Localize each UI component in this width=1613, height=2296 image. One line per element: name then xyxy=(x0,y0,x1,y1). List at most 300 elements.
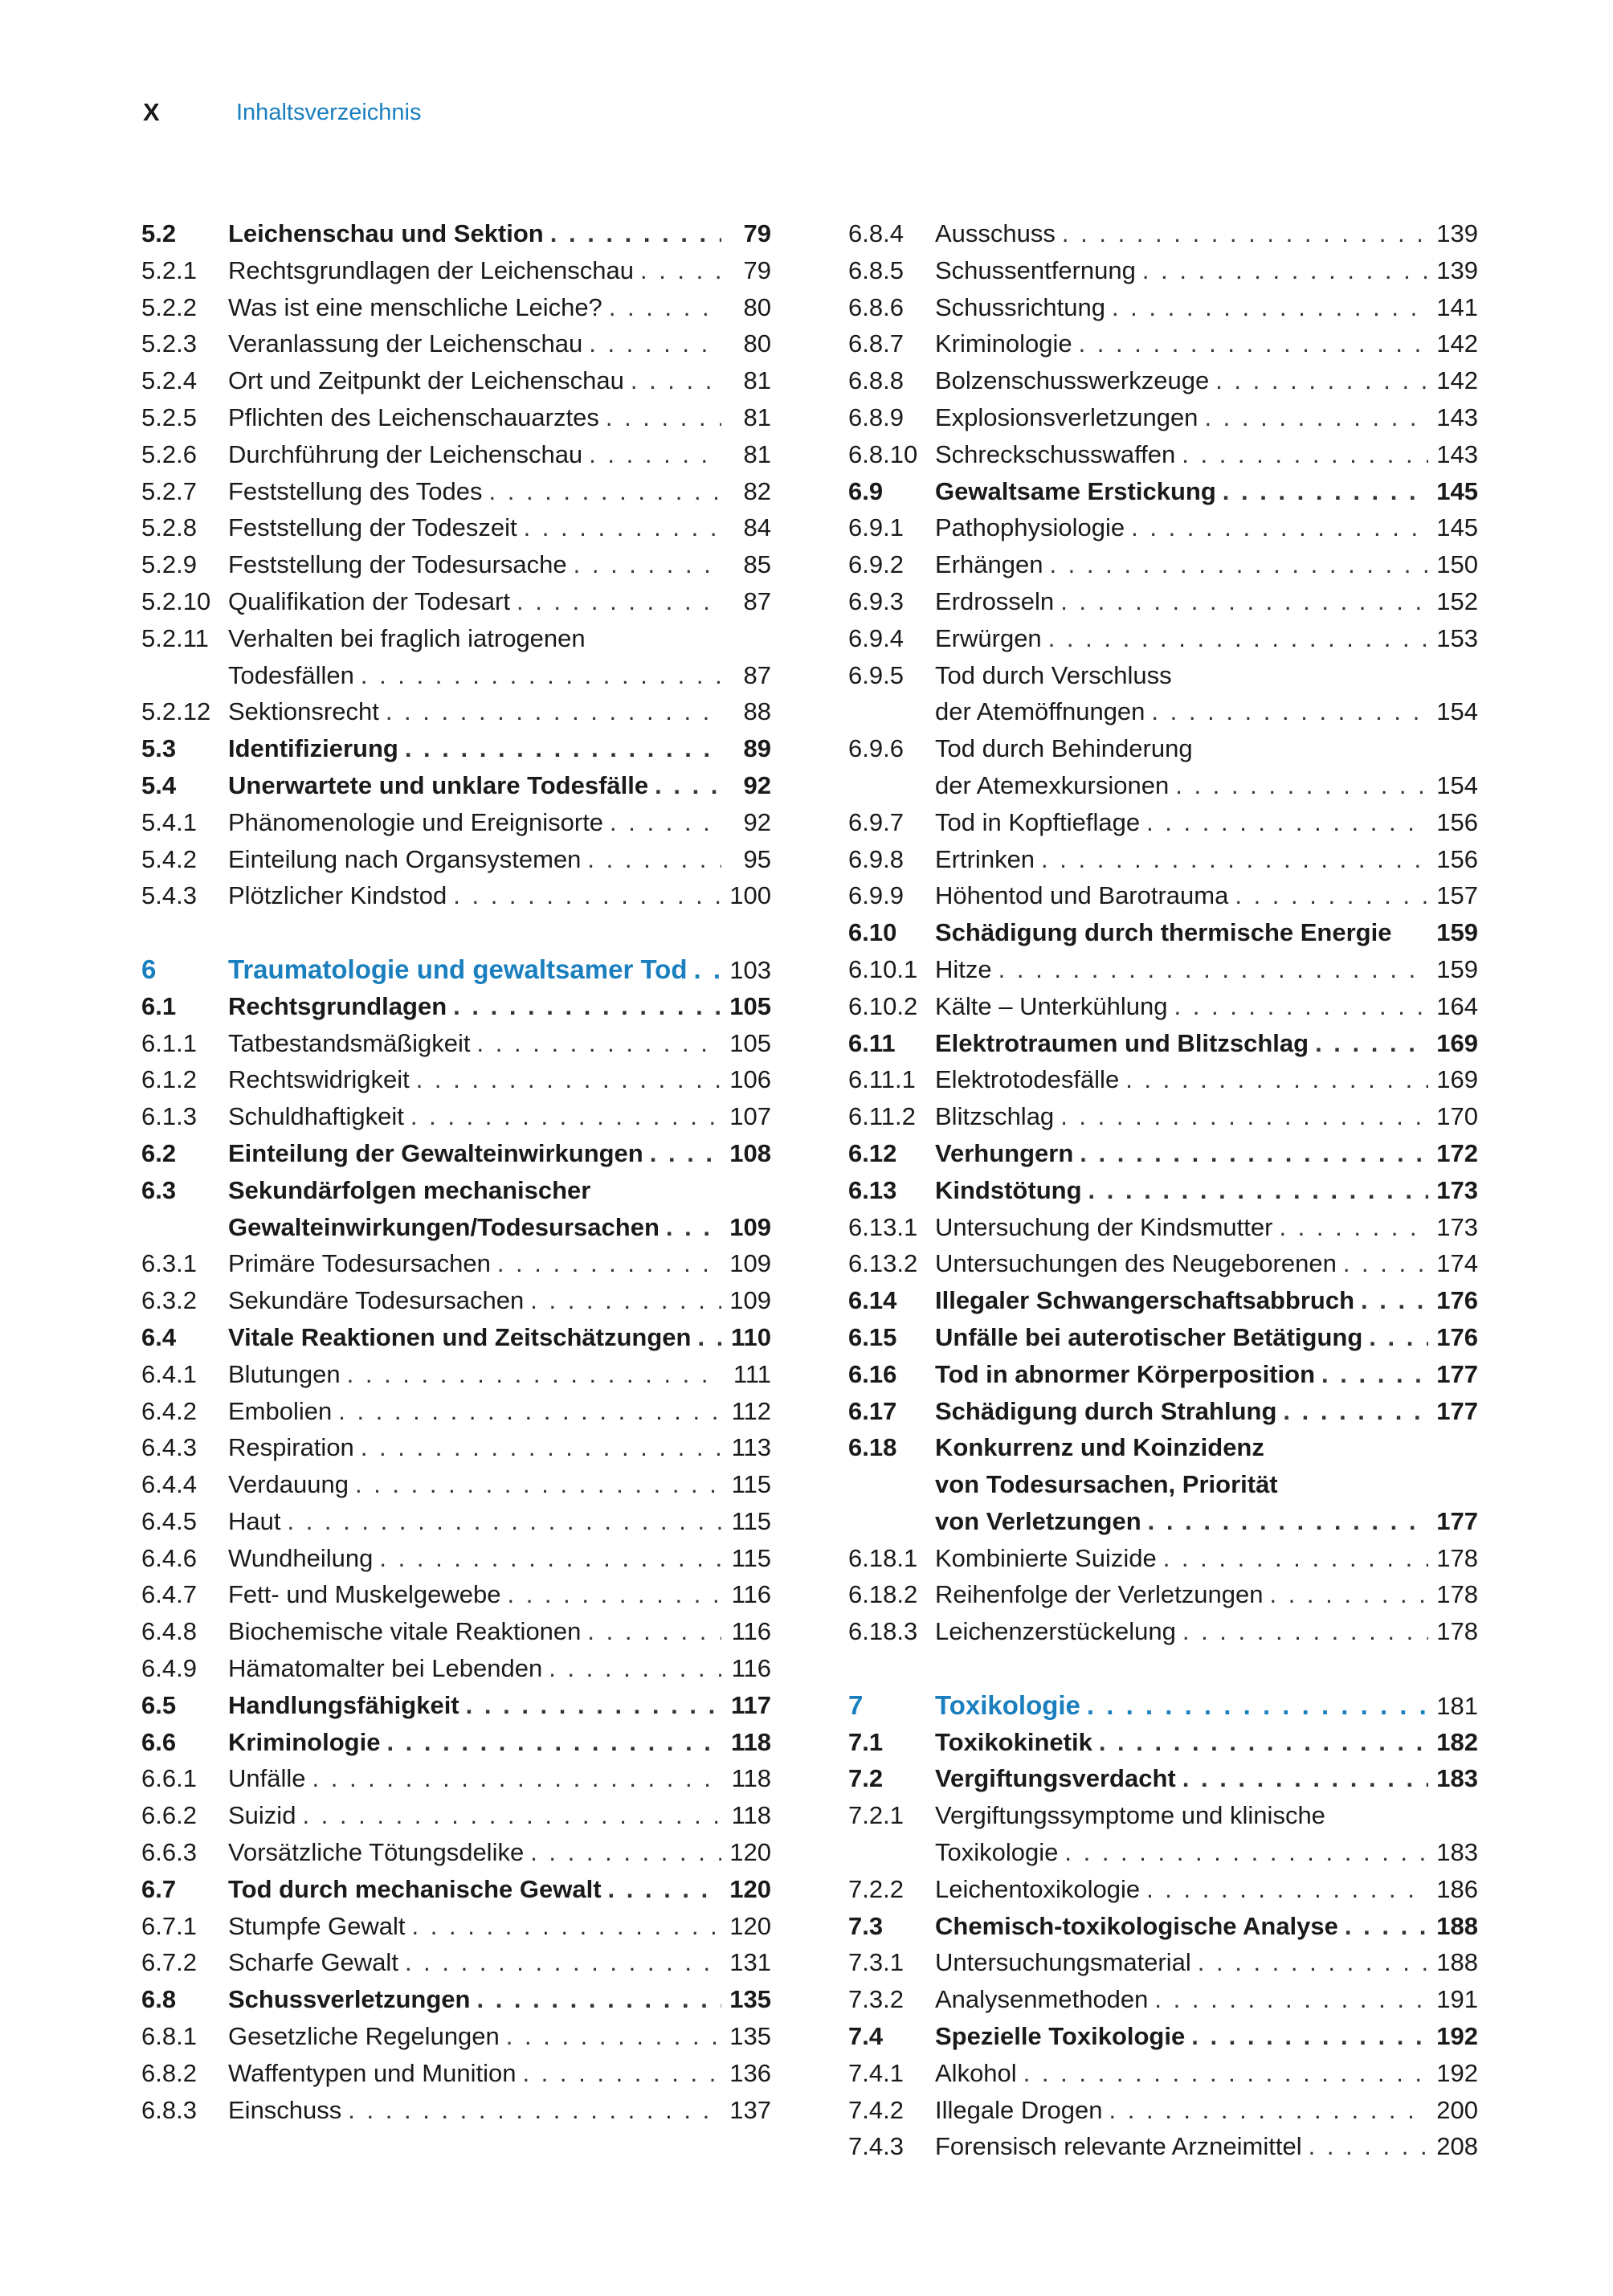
entry-page: 188 xyxy=(1436,1911,1478,1940)
toc-chapter-entry xyxy=(141,951,771,988)
entry-title: Qualifikation der Todesart xyxy=(228,586,510,615)
entry-page: 81 xyxy=(743,439,771,468)
entry-title: Verhalten bei fraglich iatrogenen xyxy=(228,623,586,652)
entry-title: Rechtsgrundlagen xyxy=(228,991,447,1020)
entry-page: 136 xyxy=(729,2058,771,2087)
toc-entry xyxy=(141,1061,771,1098)
toc-entry xyxy=(141,1098,771,1135)
entry-page: 92 xyxy=(743,807,771,836)
leader-dots xyxy=(361,1429,721,1466)
entry-title: Vorsätzliche Tötungsdelike xyxy=(228,1838,525,1867)
entry-number: 7.3 xyxy=(848,1911,884,1940)
entry-number: 5.2.12 xyxy=(141,697,211,726)
leader-dots xyxy=(416,1061,721,1098)
leader-dots xyxy=(609,289,721,326)
entry-number: 6.8.7 xyxy=(848,329,904,358)
entry-number: 6.13.2 xyxy=(848,1249,918,1278)
toc-entry xyxy=(848,914,1478,951)
leader-dots xyxy=(338,1393,721,1430)
entry-number: 6.8 xyxy=(141,1985,177,2014)
toc-entry xyxy=(141,1871,771,1908)
toc-entry xyxy=(848,1282,1478,1319)
entry-page: 109 xyxy=(729,1249,771,1278)
leader-dots xyxy=(666,1209,721,1246)
toc-entry xyxy=(848,252,1478,289)
entry-title: Chemisch-toxikologische Analyse xyxy=(935,1911,1338,1940)
leader-dots xyxy=(1191,2018,1428,2055)
entry-number: 7.3.2 xyxy=(848,1985,904,2014)
leader-dots xyxy=(1023,2055,1428,2092)
toc-entry xyxy=(848,1025,1478,1062)
toc-entry xyxy=(141,399,771,436)
entry-title: Konkurrenz und Koinzidenz xyxy=(935,1433,1264,1462)
entry-page: 173 xyxy=(1436,1175,1478,1204)
entry-page: 208 xyxy=(1436,2132,1478,2161)
entry-page: 89 xyxy=(743,734,771,763)
entry-title: Wundheilung xyxy=(228,1543,374,1572)
entry-number: 6.4.1 xyxy=(141,1359,197,1388)
leader-dots xyxy=(1361,1282,1428,1319)
leader-dots xyxy=(1182,436,1428,473)
leader-dots xyxy=(1060,583,1428,620)
toc-entry xyxy=(848,1172,1478,1209)
leader-dots xyxy=(1345,1908,1428,1945)
entry-page: 105 xyxy=(729,1028,771,1057)
entry-page: 85 xyxy=(743,550,771,579)
entry-number: 6.8.4 xyxy=(848,219,904,247)
toc-entry xyxy=(848,1871,1478,1908)
entry-page: 172 xyxy=(1436,1138,1478,1167)
leader-dots xyxy=(530,1282,721,1319)
leader-dots xyxy=(412,1908,721,1945)
entry-number: 6.9.9 xyxy=(848,881,904,910)
entry-number: 6.4.5 xyxy=(141,1506,197,1535)
entry-number: 6.2 xyxy=(141,1138,177,1167)
entry-page: 164 xyxy=(1436,991,1478,1020)
toc-entry xyxy=(141,1503,771,1540)
entry-number: 6.9.6 xyxy=(848,734,904,763)
entry-page: 105 xyxy=(729,991,771,1020)
leader-dots xyxy=(1080,1135,1428,1172)
leader-dots xyxy=(587,1613,721,1650)
entry-title: Phänomenologie und Ereignisorte xyxy=(228,807,604,836)
toc-entry xyxy=(141,1576,771,1613)
entry-title: Leichenschau und Sektion xyxy=(228,219,544,247)
leader-dots xyxy=(466,1687,721,1724)
toc-entry xyxy=(141,1319,771,1356)
leader-dots xyxy=(1215,362,1428,399)
entry-page: 192 xyxy=(1436,2022,1478,2051)
toc-entry xyxy=(141,657,771,694)
entry-page: 183 xyxy=(1436,1764,1478,1793)
leader-dots xyxy=(1079,325,1428,362)
leader-dots xyxy=(1182,1613,1428,1650)
entry-title: Analysenmethoden xyxy=(935,1985,1149,2014)
entry-title: Elektrotraumen und Blitzschlag xyxy=(935,1028,1309,1057)
entry-number: 6.9.4 xyxy=(848,623,904,652)
running-title: Inhaltsverzeichnis xyxy=(236,99,422,125)
entry-page: 116 xyxy=(731,1580,771,1609)
entry-number: 7.2 xyxy=(848,1764,884,1793)
toc-entry xyxy=(848,325,1478,362)
entry-page: 111 xyxy=(733,1359,771,1388)
entry-number: 6.4.6 xyxy=(141,1543,197,1572)
entry-title: Verhungern xyxy=(935,1138,1074,1167)
leader-dots xyxy=(606,399,721,436)
entry-number: 6.18.2 xyxy=(848,1580,918,1609)
toc-entry xyxy=(141,877,771,914)
toc-entry xyxy=(141,767,771,804)
leader-dots xyxy=(1283,1393,1428,1430)
entry-number: 6.4.4 xyxy=(141,1470,197,1499)
entry-page: 141 xyxy=(1436,292,1478,321)
entry-title: der Atemöffnungen xyxy=(935,697,1145,726)
leader-dots xyxy=(1198,1944,1428,1981)
entry-page: 81 xyxy=(743,402,771,431)
entry-number: 6.5 xyxy=(141,1690,177,1719)
entry-title: Untersuchungen des Neugeborenen xyxy=(935,1249,1337,1278)
entry-page: 110 xyxy=(730,1322,771,1351)
entry-page: 159 xyxy=(1436,918,1478,947)
entry-number: 6.6.1 xyxy=(141,1764,197,1793)
entry-title: Blitzschlag xyxy=(935,1102,1055,1131)
entry-page: 80 xyxy=(743,329,771,358)
toc-entry xyxy=(141,1724,771,1761)
entry-page: 103 xyxy=(729,955,771,984)
entry-number: 7.4.1 xyxy=(848,2058,904,2087)
entry-title: Schädigung durch thermische Energie xyxy=(935,918,1392,947)
entry-page: 87 xyxy=(743,586,771,615)
entry-number: 6.12 xyxy=(848,1138,897,1167)
leader-dots xyxy=(1041,841,1428,878)
entry-number: 6.8.1 xyxy=(141,2022,197,2051)
entry-number: 6.4.7 xyxy=(141,1580,197,1609)
leader-dots xyxy=(1154,1981,1428,2018)
entry-number: 6.7 xyxy=(141,1874,177,1903)
entry-number: 6.9.8 xyxy=(848,844,904,873)
entry-title: Schussverletzungen xyxy=(228,1985,471,2014)
leader-dots xyxy=(693,951,721,988)
leader-dots xyxy=(410,1098,721,1135)
toc-entry xyxy=(141,289,771,326)
entry-number: 5.2.3 xyxy=(141,329,197,358)
entry-title: Pathophysiologie xyxy=(935,513,1125,542)
entry-page: 84 xyxy=(743,513,771,542)
entry-title: Biochemische vitale Reaktionen xyxy=(228,1617,582,1646)
leader-dots xyxy=(998,951,1428,988)
toc-entry xyxy=(848,1760,1478,1797)
entry-page: 81 xyxy=(743,366,771,395)
entry-title: Schussentfernung xyxy=(935,255,1136,284)
toc-entry xyxy=(848,1797,1478,1834)
entry-number: 5.2.5 xyxy=(141,402,197,431)
entry-page: 115 xyxy=(731,1506,771,1535)
toc-entry xyxy=(141,1613,771,1650)
leader-dots xyxy=(589,436,721,473)
entry-title: Tod durch mechanische Gewalt xyxy=(228,1874,602,1903)
leader-dots xyxy=(549,1650,721,1687)
toc-entry xyxy=(141,841,771,878)
entry-number: 6.16 xyxy=(848,1359,897,1388)
entry-page: 177 xyxy=(1436,1506,1478,1535)
toc-entry xyxy=(848,804,1478,841)
toc-entry xyxy=(141,1429,771,1466)
toc-entry xyxy=(848,215,1478,252)
toc-entry xyxy=(141,988,771,1025)
entry-title: Respiration xyxy=(228,1433,354,1462)
leader-dots xyxy=(610,804,721,841)
toc-entry xyxy=(141,1209,771,1246)
toc-entry xyxy=(848,767,1478,804)
leader-dots xyxy=(631,362,721,399)
page-header xyxy=(143,93,422,132)
entry-number: 6.7.2 xyxy=(141,1948,197,1977)
page-number: X xyxy=(143,98,160,126)
entry-page: 95 xyxy=(743,844,771,873)
leader-dots xyxy=(405,730,721,767)
leader-dots xyxy=(405,1944,721,1981)
toc-entry xyxy=(141,215,771,252)
toc-entry xyxy=(848,1356,1478,1393)
entry-title: Scharfe Gewalt xyxy=(228,1948,398,1977)
entry-title: Veranlassung der Leichenschau xyxy=(228,329,583,358)
entry-page: 154 xyxy=(1436,770,1478,799)
entry-page: 156 xyxy=(1436,844,1478,873)
entry-number: 5.4.2 xyxy=(141,844,197,873)
toc-entry xyxy=(141,473,771,510)
entry-title: Forensisch relevante Arzneimittel xyxy=(935,2132,1302,2161)
entry-title: Einteilung nach Organsystemen xyxy=(228,844,582,873)
entry-number: 5.2.9 xyxy=(141,550,197,579)
leader-dots xyxy=(524,509,721,546)
entry-page: 137 xyxy=(729,2095,771,2124)
leader-dots xyxy=(379,1540,721,1577)
leader-dots xyxy=(1109,2092,1428,2129)
leader-dots xyxy=(1163,1540,1428,1577)
entry-page: 169 xyxy=(1436,1065,1478,1094)
toc-entry xyxy=(141,1687,771,1724)
toc-entry xyxy=(848,1135,1478,1172)
entry-page: 106 xyxy=(729,1065,771,1094)
entry-number: 6.8.3 xyxy=(141,2095,197,2124)
entry-title: Unfälle xyxy=(228,1764,306,1793)
entry-number: 7.4.3 xyxy=(848,2132,904,2161)
leader-dots xyxy=(517,583,721,620)
entry-title: Gewalteinwirkungen/Todesursachen xyxy=(228,1212,659,1241)
entry-title: Tatbestandsmäßigkeit xyxy=(228,1028,471,1057)
entry-number: 6 xyxy=(141,954,157,984)
entry-title: Explosionsverletzungen xyxy=(935,402,1199,431)
entry-number: 6.8.2 xyxy=(141,2058,197,2087)
entry-title: Elektrotodesfälle xyxy=(935,1065,1120,1094)
entry-page: 143 xyxy=(1436,402,1478,431)
entry-number: 6.4 xyxy=(141,1322,177,1351)
leader-dots xyxy=(1182,1760,1428,1797)
toc-entry xyxy=(848,473,1478,510)
entry-number: 6.14 xyxy=(848,1286,897,1315)
entry-number: 7.4.2 xyxy=(848,2095,904,2124)
leader-dots xyxy=(1321,1356,1428,1393)
entry-page: 135 xyxy=(729,2022,771,2051)
entry-title: Schreckschusswaffen xyxy=(935,439,1176,468)
leader-dots xyxy=(650,1135,721,1172)
entry-title: Untersuchungsmaterial xyxy=(935,1948,1191,1977)
entry-page: 108 xyxy=(729,1138,771,1167)
toc-entry xyxy=(848,399,1478,436)
entry-page: 143 xyxy=(1436,439,1478,468)
entry-title: Sekundärfolgen mechanischer xyxy=(228,1175,591,1204)
entry-title: Toxikologie xyxy=(935,1838,1059,1867)
entry-number: 6.17 xyxy=(848,1396,897,1425)
leader-dots xyxy=(1369,1319,1428,1356)
entry-title: Einteilung der Gewalteinwirkungen xyxy=(228,1138,643,1167)
entry-number: 6.1.2 xyxy=(141,1065,197,1094)
toc-entry xyxy=(848,988,1478,1025)
leader-dots xyxy=(355,1466,721,1503)
entry-title: Unfälle bei auterotischer Betätigung xyxy=(935,1322,1363,1351)
entry-page: 145 xyxy=(1436,513,1478,542)
entry-title: Embolien xyxy=(228,1396,333,1425)
leader-dots xyxy=(589,325,721,362)
leader-dots xyxy=(453,988,721,1025)
entry-number: 5.2.7 xyxy=(141,476,197,505)
leader-dots xyxy=(522,2055,721,2092)
leader-dots xyxy=(347,1356,721,1393)
entry-title: Verdauung xyxy=(228,1470,349,1499)
entry-number: 6.11.2 xyxy=(848,1102,916,1131)
leader-dots xyxy=(1174,988,1428,1025)
entry-title: Kriminologie xyxy=(228,1727,381,1756)
entry-title: Spezielle Toxikologie xyxy=(935,2022,1186,2051)
leader-dots xyxy=(1088,1172,1428,1209)
entry-title: Kombinierte Suizide xyxy=(935,1543,1157,1572)
leader-dots xyxy=(550,215,721,252)
toc-entry xyxy=(848,1576,1478,1613)
entry-number: 6.3.2 xyxy=(141,1286,197,1315)
entry-title: Feststellung der Todeszeit xyxy=(228,513,517,542)
entry-title: Bolzenschusswerkzeuge xyxy=(935,366,1210,395)
entry-title: Was ist eine menschliche Leiche? xyxy=(228,292,602,321)
entry-page: 152 xyxy=(1436,586,1478,615)
entry-page: 170 xyxy=(1436,1102,1478,1131)
entry-title: Primäre Todesursachen xyxy=(228,1249,491,1278)
entry-page: 153 xyxy=(1436,623,1478,652)
entry-number: 6.9.3 xyxy=(848,586,904,615)
entry-page: 154 xyxy=(1436,697,1478,726)
entry-title: Ort und Zeitpunkt der Leichenschau xyxy=(228,366,624,395)
toc-entry xyxy=(848,546,1478,583)
toc-entry xyxy=(141,730,771,767)
entry-title: Plötzlicher Kindstod xyxy=(228,881,447,910)
leader-dots xyxy=(507,1576,721,1613)
entry-page: 92 xyxy=(743,770,771,799)
toc-entry xyxy=(141,1025,771,1062)
leader-dots xyxy=(655,767,721,804)
toc-entry xyxy=(848,1061,1478,1098)
entry-number: 6.4.8 xyxy=(141,1617,197,1646)
entry-page: 113 xyxy=(731,1433,771,1462)
entry-number: 6.4.3 xyxy=(141,1433,197,1462)
entry-number: 6.15 xyxy=(848,1322,897,1351)
entry-title: Traumatologie und gewaltsamer Tod xyxy=(228,954,688,984)
entry-page: 115 xyxy=(731,1470,771,1499)
leader-dots xyxy=(1125,1061,1428,1098)
leader-dots xyxy=(312,1760,722,1797)
toc-entry xyxy=(848,693,1478,730)
entry-page: 191 xyxy=(1436,1985,1478,2014)
entry-number: 6.9.2 xyxy=(848,550,904,579)
leader-dots xyxy=(386,1724,721,1761)
entry-page: 145 xyxy=(1436,476,1478,505)
entry-number: 5.2.11 xyxy=(141,623,209,652)
toc-entry xyxy=(848,2018,1478,2055)
entry-number: 6.1.3 xyxy=(141,1102,197,1131)
entry-page: 156 xyxy=(1436,807,1478,836)
entry-page: 115 xyxy=(731,1543,771,1572)
entry-page: 174 xyxy=(1436,1249,1478,1278)
entry-page: 131 xyxy=(729,1948,771,1977)
entry-number: 6.1 xyxy=(141,991,177,1020)
toc-entry xyxy=(848,1319,1478,1356)
entry-title: Sektionsrecht xyxy=(228,697,379,726)
entry-page: 178 xyxy=(1436,1617,1478,1646)
section-gap xyxy=(141,914,771,951)
entry-page: 79 xyxy=(743,219,771,247)
entry-page: 182 xyxy=(1436,1727,1478,1756)
entry-page: 116 xyxy=(731,1617,771,1646)
entry-page: 139 xyxy=(1436,255,1478,284)
leader-dots xyxy=(1112,289,1428,326)
toc-entry xyxy=(848,1724,1478,1761)
leader-dots xyxy=(1175,767,1428,804)
leader-dots xyxy=(1060,1098,1428,1135)
entry-number: 6.4.2 xyxy=(141,1396,197,1425)
entry-title: Kriminologie xyxy=(935,329,1072,358)
entry-number: 6.1.1 xyxy=(141,1028,197,1057)
entry-page: 176 xyxy=(1436,1322,1478,1351)
leader-dots xyxy=(1062,215,1428,252)
toc-entry xyxy=(848,1613,1478,1650)
leader-dots xyxy=(506,2018,721,2055)
entry-title: Rechtswidrigkeit xyxy=(228,1065,410,1094)
leader-dots xyxy=(1151,693,1428,730)
toc-entry xyxy=(848,1834,1478,1871)
toc-entry xyxy=(141,2092,771,2129)
leader-dots xyxy=(1131,509,1428,546)
entry-page: 139 xyxy=(1436,219,1478,247)
toc-entry xyxy=(848,1209,1478,1246)
entry-number: 5.3 xyxy=(141,734,177,763)
entry-number: 6.18.1 xyxy=(848,1543,918,1572)
entry-number: 6.10.1 xyxy=(848,954,918,983)
entry-title: Gesetzliche Regelungen xyxy=(228,2022,500,2051)
leader-dots xyxy=(1146,804,1428,841)
toc-entry xyxy=(141,693,771,730)
entry-title: Identifizierung xyxy=(228,734,398,763)
entry-number: 6.18 xyxy=(848,1433,897,1462)
entry-title: Kälte – Unterkühlung xyxy=(935,991,1168,1020)
entry-page: 109 xyxy=(729,1286,771,1315)
entry-title: Schuldhaftigkeit xyxy=(228,1102,404,1131)
toc-entry xyxy=(141,1393,771,1430)
entry-title: Erhängen xyxy=(935,550,1043,579)
entry-number: 6.10.2 xyxy=(848,991,918,1020)
leader-dots xyxy=(489,473,721,510)
leader-dots xyxy=(1223,473,1428,510)
toc-entry xyxy=(141,325,771,362)
leader-dots xyxy=(477,1025,721,1062)
toc-entry xyxy=(848,1098,1478,1135)
